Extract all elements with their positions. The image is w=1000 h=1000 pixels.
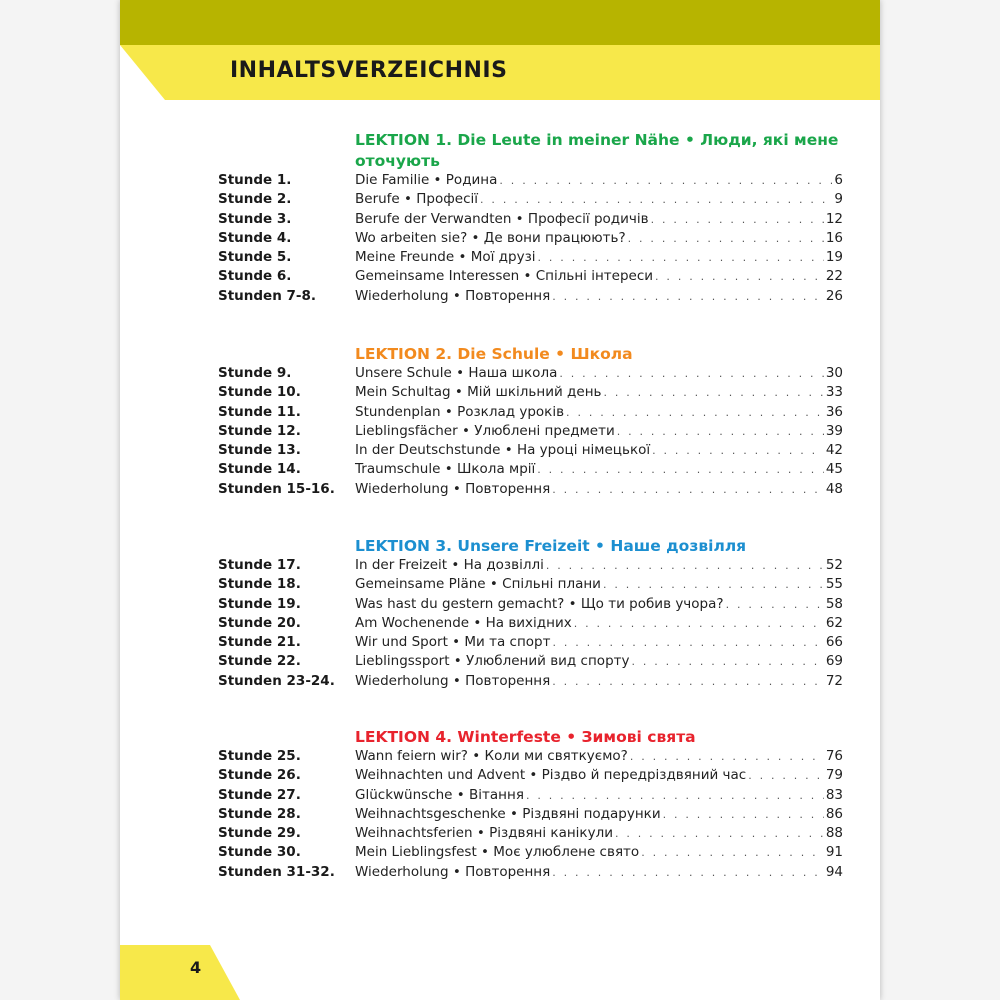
toc-row bbox=[218, 442, 843, 461]
stunde-label: Stunde 6. bbox=[218, 268, 292, 285]
page-ref: 62 bbox=[825, 614, 843, 631]
stunde-label: Stunde 12. bbox=[218, 422, 301, 439]
entry-title: Lieblingsfächer • Улюблені предмети bbox=[355, 422, 615, 439]
entry-title: Wann feiern wir? • Коли ми святкуємо? bbox=[355, 748, 628, 764]
toc-row bbox=[218, 230, 843, 249]
document-page bbox=[120, 0, 880, 1000]
toc-entry bbox=[355, 864, 843, 880]
dot-leader bbox=[748, 769, 824, 782]
toc-entry bbox=[355, 384, 843, 400]
page-ref: 91 bbox=[825, 844, 843, 861]
lesson-1-section bbox=[218, 130, 843, 307]
toc-entry bbox=[355, 634, 843, 650]
stunde-label: Stunde 28. bbox=[218, 805, 301, 822]
page-ref: 26 bbox=[825, 287, 843, 304]
entry-title: Wiederholung • Повторення bbox=[355, 672, 551, 689]
entry-title: Wiederholung • Повторення bbox=[355, 863, 551, 880]
entry-title: Stundenplan • Розклад уроків bbox=[355, 403, 565, 420]
entry-title: Gemeinsame Interessen • Спільні інтереси bbox=[355, 268, 654, 285]
toc-entry bbox=[355, 748, 843, 764]
toc-entry bbox=[355, 249, 843, 265]
dot-leader bbox=[603, 386, 823, 399]
stunde-label: Stunde 27. bbox=[218, 786, 301, 803]
stunde-label: Stunde 19. bbox=[218, 595, 301, 612]
stunde-label: Stunde 4. bbox=[218, 229, 292, 246]
lesson-4-title: LEKTION 4. Winterfeste • Зимові свята bbox=[355, 728, 696, 746]
entry-title: Weihnachten und Advent • Різдво й передріздвяний час bbox=[355, 767, 747, 784]
entry-title: Die Familie • Родина bbox=[355, 172, 498, 188]
stunde-label: Stunden 15-16. bbox=[218, 480, 335, 497]
page-ref: 79 bbox=[825, 767, 843, 784]
entry-title: In der Freizeit • На дозвіллі bbox=[355, 557, 544, 573]
toc-row bbox=[218, 748, 843, 767]
page-ref: 94 bbox=[825, 863, 843, 880]
entry-title: Mein Schultag • Мій шкільний день bbox=[355, 384, 602, 401]
lesson-2-title: LEKTION 2. Die Schule • Школа bbox=[355, 345, 633, 363]
stunde-label: Stunde 3. bbox=[218, 210, 292, 227]
entry-title: In der Deutschstunde • На уроці німецької bbox=[355, 442, 651, 459]
page-ref: 72 bbox=[825, 672, 843, 689]
toc-row bbox=[218, 864, 843, 883]
entry-title: Unsere Schule • Наша школа bbox=[355, 365, 558, 381]
dot-leader bbox=[574, 617, 824, 630]
stunde-label: Stunde 21. bbox=[218, 634, 301, 651]
page-ref: 76 bbox=[825, 748, 843, 764]
stunde-label: Stunde 2. bbox=[218, 191, 292, 208]
toc-row bbox=[218, 365, 843, 384]
entry-title: Was hast du gestern gemacht? • Що ти робив учора? bbox=[355, 595, 724, 612]
entry-title: Weihnachtsferien • Різдвяні канікули bbox=[355, 825, 613, 842]
entry-title: Traumschule • Школа мрії bbox=[355, 461, 536, 478]
entry-title: Gemeinsame Pläne • Спільні плани bbox=[355, 576, 601, 593]
toc-row bbox=[218, 767, 843, 786]
stunde-label: Stunde 29. bbox=[218, 825, 301, 842]
dot-leader bbox=[617, 425, 824, 438]
toc-entry bbox=[355, 596, 843, 612]
page-ref: 69 bbox=[825, 653, 843, 670]
toc-entry bbox=[355, 787, 843, 803]
entry-title: Berufe der Verwandten • Професії родичів bbox=[355, 210, 649, 227]
dot-leader bbox=[566, 406, 824, 419]
stunde-label: Stunde 5. bbox=[218, 249, 292, 266]
toc-entry bbox=[355, 615, 843, 631]
toc-entry bbox=[355, 230, 843, 246]
toc-row bbox=[218, 825, 843, 844]
toc-entry bbox=[355, 767, 843, 783]
toc-entry bbox=[355, 673, 843, 689]
dot-leader bbox=[538, 251, 824, 264]
dot-leader bbox=[552, 675, 824, 688]
toc-row bbox=[218, 806, 843, 825]
stunde-label: Stunde 20. bbox=[218, 614, 301, 631]
page-ref: 48 bbox=[825, 480, 843, 497]
page-ref: 86 bbox=[825, 805, 843, 822]
page-ref: 33 bbox=[825, 384, 843, 401]
toc-entry bbox=[355, 211, 843, 227]
stunde-label: Stunde 11. bbox=[218, 403, 301, 420]
dot-leader bbox=[641, 846, 824, 859]
stunde-label: Stunde 9. bbox=[218, 365, 292, 381]
lesson-4-section bbox=[218, 727, 843, 883]
entry-title: Berufe • Професії bbox=[355, 191, 479, 208]
page-ref: 52 bbox=[825, 557, 843, 573]
page-ref: 88 bbox=[825, 825, 843, 842]
footer-band bbox=[120, 945, 240, 1000]
toc-row bbox=[218, 615, 843, 634]
entry-title: Lieblingssport • Улюблений вид спорту bbox=[355, 653, 630, 670]
toc-row bbox=[218, 481, 843, 500]
page-ref: 9 bbox=[834, 191, 843, 208]
toc-row bbox=[218, 576, 843, 595]
page-ref: 45 bbox=[825, 461, 843, 478]
entry-title: Glückwünsche • Вітання bbox=[355, 786, 524, 803]
dot-leader bbox=[651, 213, 824, 226]
stunde-label: Stunde 25. bbox=[218, 748, 301, 764]
toc-entry bbox=[355, 557, 843, 573]
toc-row bbox=[218, 268, 843, 287]
stunde-label: Stunde 30. bbox=[218, 844, 301, 861]
stunde-label: Stunde 1. bbox=[218, 172, 292, 188]
toc-row bbox=[218, 787, 843, 806]
stunde-label: Stunde 17. bbox=[218, 557, 301, 573]
page-ref: 22 bbox=[825, 268, 843, 285]
right-margin bbox=[880, 0, 1000, 1000]
toc-row bbox=[218, 653, 843, 672]
toc-row bbox=[218, 211, 843, 230]
stunde-label: Stunde 18. bbox=[218, 576, 301, 593]
stunde-label: Stunde 10. bbox=[218, 384, 301, 401]
toc-entry bbox=[355, 806, 843, 822]
toc-row bbox=[218, 634, 843, 653]
dot-leader bbox=[628, 232, 824, 245]
toc-row bbox=[218, 557, 843, 576]
dot-leader bbox=[615, 827, 824, 840]
entry-title: Meine Freunde • Мої друзі bbox=[355, 249, 536, 266]
dot-leader bbox=[552, 866, 824, 879]
dot-leader bbox=[552, 290, 824, 303]
entry-title: Weihnachtsgeschenke • Різдвяні подарунки bbox=[355, 805, 661, 822]
page-ref: 36 bbox=[825, 403, 843, 420]
lesson-2-section bbox=[218, 344, 843, 500]
toc-row bbox=[218, 404, 843, 423]
entry-title: Wo arbeiten sie? • Де вони працюють? bbox=[355, 229, 626, 246]
toc-entry bbox=[355, 268, 843, 284]
stunde-label: Stunden 31-32. bbox=[218, 863, 335, 880]
toc-entry bbox=[355, 825, 843, 841]
stunde-label: Stunde 22. bbox=[218, 653, 301, 670]
stunde-label: Stunde 14. bbox=[218, 461, 301, 478]
toc-entry bbox=[355, 653, 843, 669]
entry-title: Wiederholung • Повторення bbox=[355, 287, 551, 304]
toc-entry bbox=[355, 365, 843, 381]
dot-leader bbox=[553, 636, 824, 649]
page-ref: 30 bbox=[825, 365, 843, 381]
toc-row bbox=[218, 288, 843, 307]
page-ref: 42 bbox=[825, 442, 843, 459]
toc-row bbox=[218, 249, 843, 268]
dot-leader bbox=[499, 174, 832, 187]
toc-entry bbox=[355, 288, 843, 304]
dot-leader bbox=[552, 483, 824, 496]
toc-entry bbox=[355, 423, 843, 439]
stunde-label: Stunde 26. bbox=[218, 767, 301, 784]
toc-row bbox=[218, 461, 843, 480]
toc-row bbox=[218, 191, 843, 210]
dot-leader bbox=[526, 789, 824, 802]
toc-row bbox=[218, 596, 843, 615]
stunde-label: Stunden 7-8. bbox=[218, 287, 317, 304]
dot-leader bbox=[603, 578, 824, 591]
toc-row bbox=[218, 384, 843, 403]
header-band-dark bbox=[120, 0, 880, 45]
dot-leader bbox=[663, 808, 824, 821]
dot-leader bbox=[655, 270, 824, 283]
lesson-3-section bbox=[218, 536, 843, 692]
stunde-label: Stunde 13. bbox=[218, 442, 301, 459]
toc-row bbox=[218, 172, 843, 191]
page-ref: 39 bbox=[825, 422, 843, 439]
toc-entry bbox=[355, 461, 843, 477]
dot-leader bbox=[480, 193, 832, 206]
toc-row bbox=[218, 844, 843, 863]
toc-entry bbox=[355, 404, 843, 420]
stunde-label: Stunden 23-24. bbox=[218, 672, 335, 689]
lesson-3-title: LEKTION 3. Unsere Freizeit • Наше дозвілля bbox=[355, 537, 747, 555]
entry-title: Wir und Sport • Ми та спорт bbox=[355, 634, 551, 651]
toc-entry bbox=[355, 844, 843, 860]
page-ref: 6 bbox=[834, 172, 843, 188]
left-margin bbox=[0, 0, 120, 1000]
toc-entry bbox=[355, 442, 843, 458]
toc-row bbox=[218, 673, 843, 692]
lesson-1-title: LEKTION 1. Die Leute in meiner Nähe • Люди, які мене оточують bbox=[355, 131, 839, 170]
page-number: 4 bbox=[190, 958, 202, 977]
toc-entry bbox=[355, 191, 843, 207]
dot-leader bbox=[726, 598, 824, 611]
page-title: INHALTSVERZEICHNIS bbox=[230, 58, 508, 83]
dot-leader bbox=[559, 367, 823, 380]
page-ref: 12 bbox=[825, 210, 843, 227]
dot-leader bbox=[630, 750, 824, 763]
page-ref: 83 bbox=[825, 786, 843, 803]
page-ref: 19 bbox=[825, 249, 843, 266]
toc-entry bbox=[355, 576, 843, 592]
page-ref: 55 bbox=[825, 576, 843, 593]
dot-leader bbox=[537, 463, 824, 476]
entry-title: Wiederholung • Повторення bbox=[355, 480, 551, 497]
entry-title: Mein Lieblingsfest • Моє улюблене свято bbox=[355, 844, 640, 861]
dot-leader bbox=[632, 655, 824, 668]
toc-entry bbox=[355, 481, 843, 497]
dot-leader bbox=[546, 559, 824, 572]
page-ref: 16 bbox=[825, 229, 843, 246]
toc-row bbox=[218, 423, 843, 442]
dot-leader bbox=[652, 444, 824, 457]
page-ref: 66 bbox=[825, 634, 843, 651]
entry-title: Am Wochenende • На вихідних bbox=[355, 614, 572, 631]
toc-entry bbox=[355, 172, 843, 188]
page-ref: 58 bbox=[825, 595, 843, 612]
